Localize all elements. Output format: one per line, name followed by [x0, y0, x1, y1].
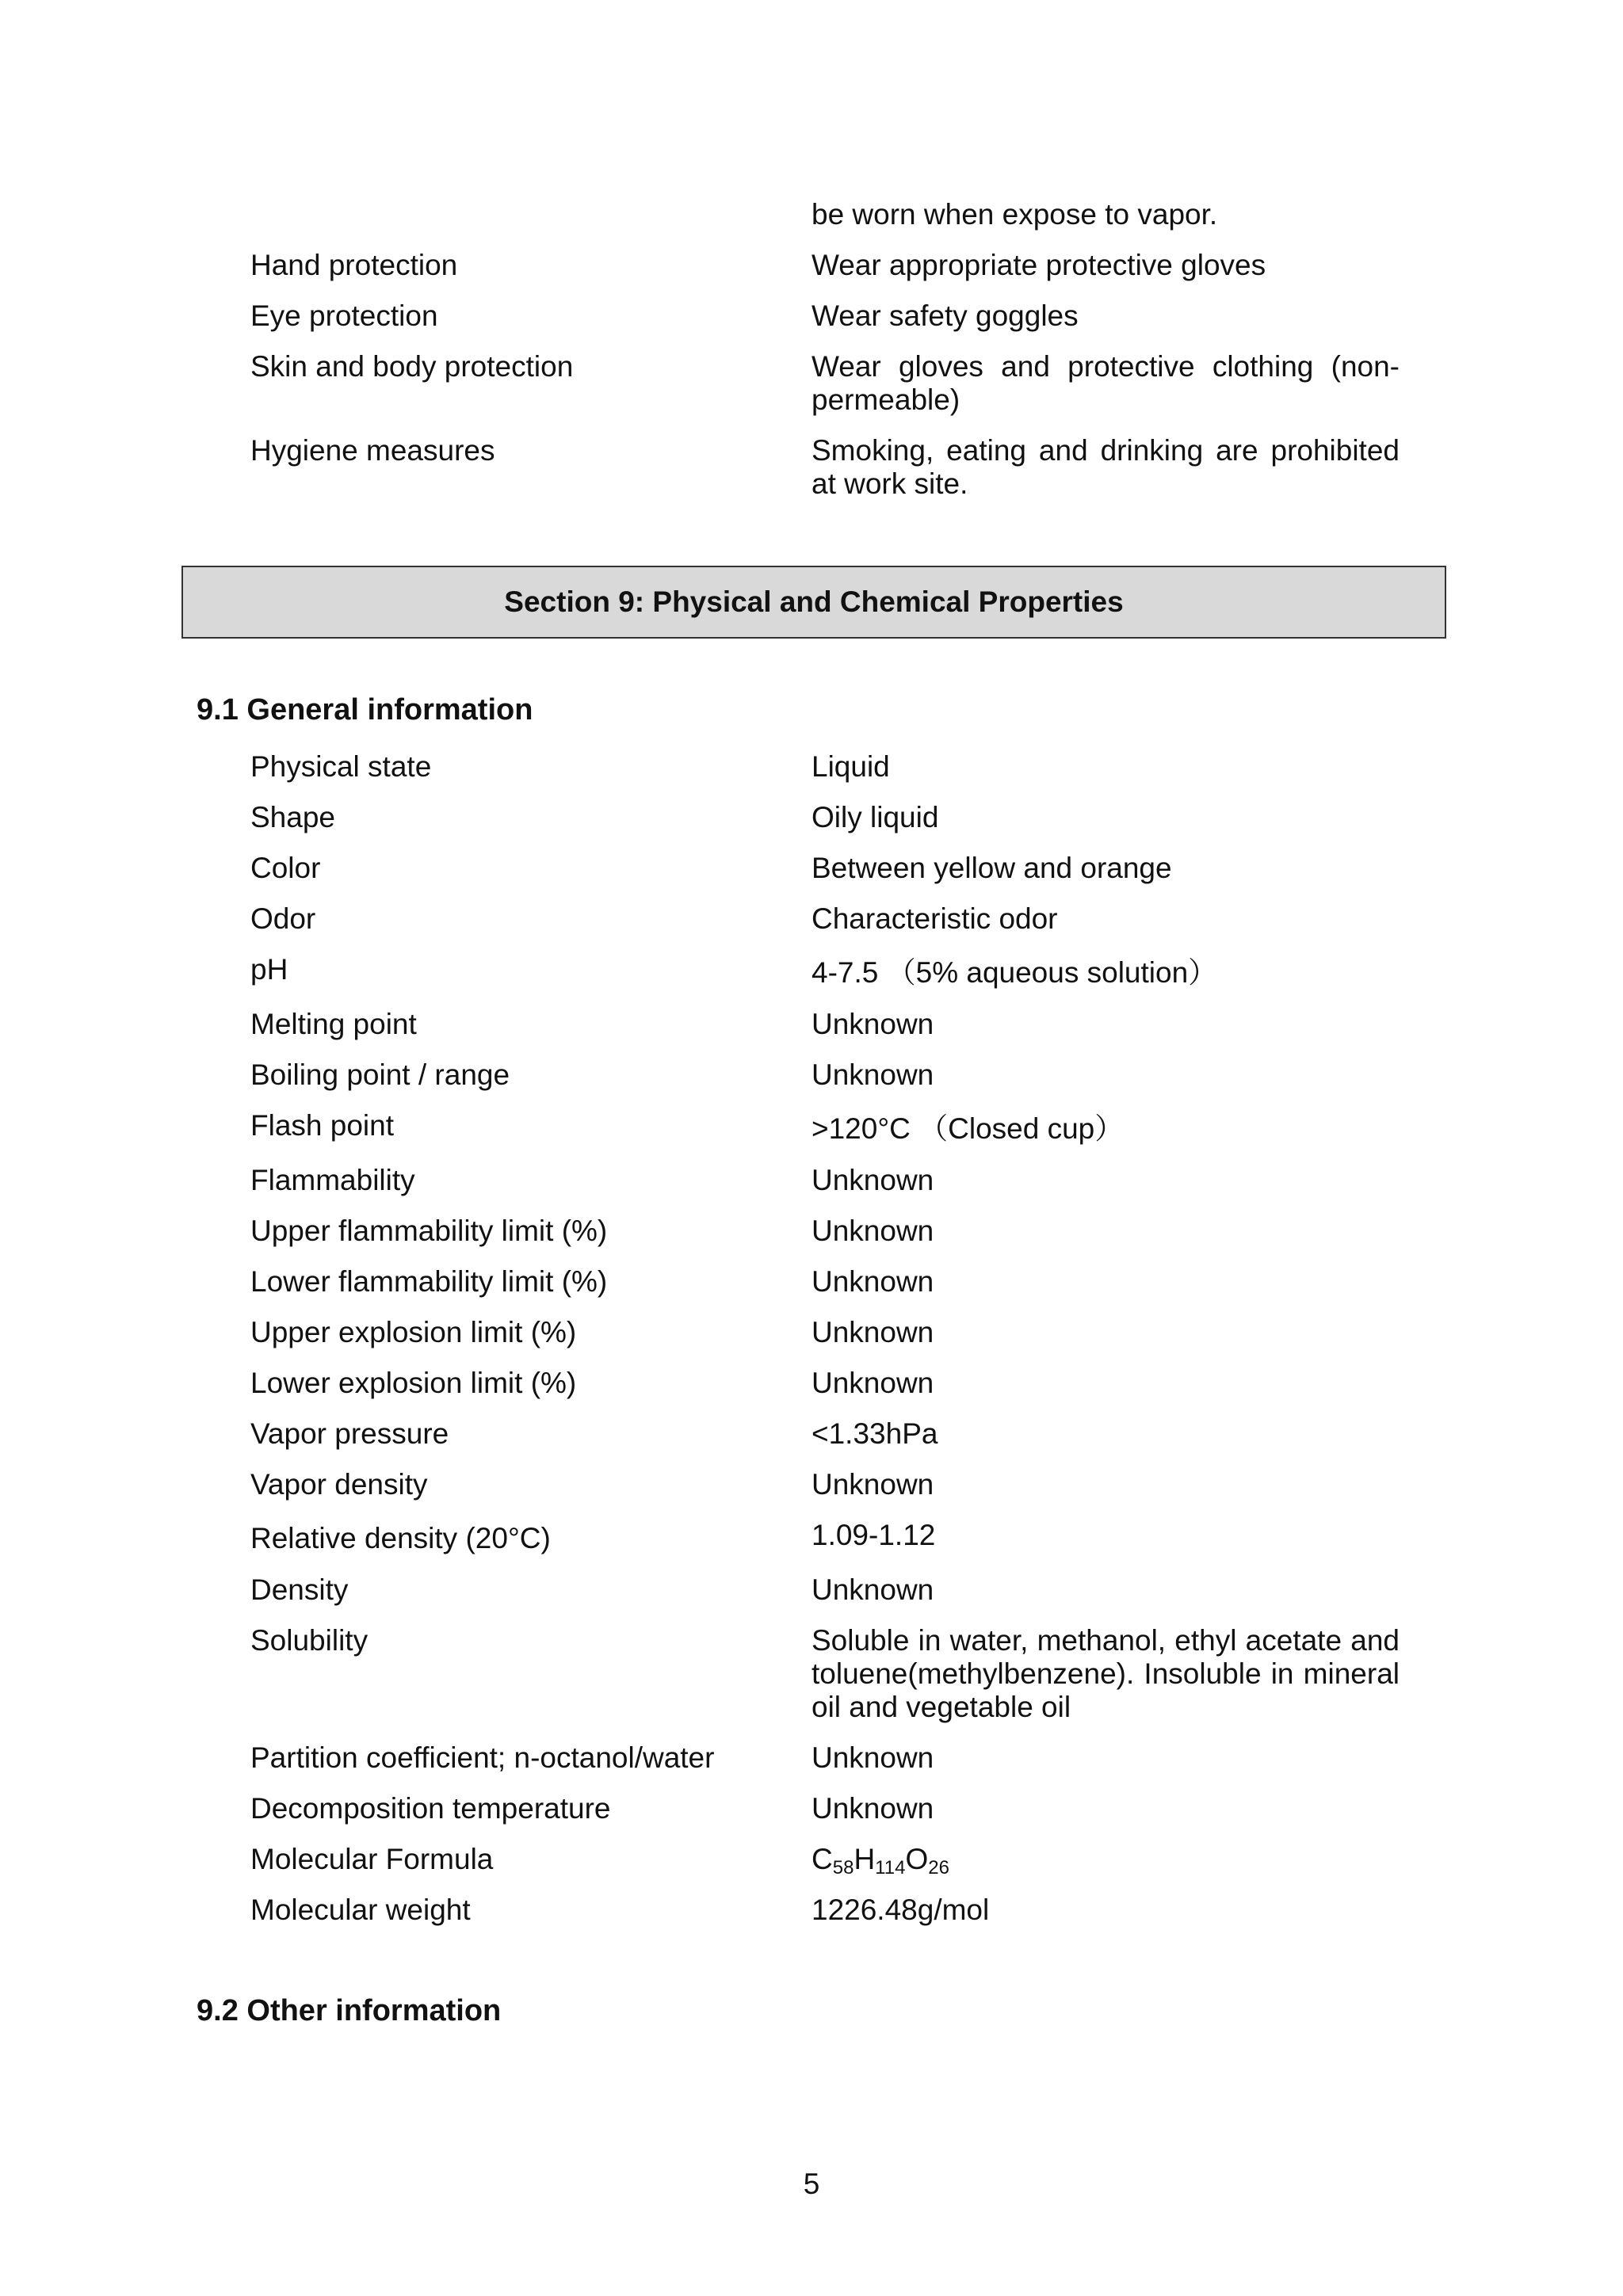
value-decomposition-temperature: Unknown [812, 1792, 934, 1825]
label-boiling-point: Boiling point / range [250, 1058, 510, 1091]
value-ph: 4-7.5 （5% aqueous solution） [812, 956, 1218, 989]
label-color: Color [250, 852, 321, 884]
label-upper-explosion-limit: Upper explosion limit (%) [250, 1316, 577, 1348]
value-molecular-weight: 1226.48g/mol [812, 1894, 990, 1926]
general-information-heading: 9.1 General information [197, 693, 533, 727]
value-relative-density: 1.09-1.12 [812, 1519, 936, 1551]
label-hygiene-measures: Hygiene measures [250, 434, 495, 467]
value-color: Between yellow and orange [812, 852, 1172, 884]
label-molecular-formula: Molecular Formula [250, 1843, 494, 1875]
label-molecular-weight: Molecular weight [250, 1894, 471, 1926]
value-upper-flammability-limit: Unknown [812, 1215, 934, 1247]
section-9-header [181, 566, 1446, 639]
value-lower-explosion-limit: Unknown [812, 1367, 934, 1399]
label-decomposition-temperature: Decomposition temperature [250, 1792, 611, 1825]
value-hand-protection: Wear appropriate protective gloves [812, 249, 1266, 281]
label-relative-density: Relative density (20°C) [250, 1522, 551, 1554]
value-odor: Characteristic odor [812, 902, 1058, 935]
label-vapor-pressure: Vapor pressure [250, 1417, 449, 1450]
label-hand-protection: Hand protection [250, 249, 458, 281]
formula-oxygen: O [905, 1843, 929, 1875]
continuation-text: be worn when expose to vapor. [812, 198, 1218, 231]
formula-carbon: C [812, 1843, 833, 1875]
value-vapor-density: Unknown [812, 1468, 934, 1501]
formula-carbon-count: 58 [832, 1857, 854, 1878]
formula-hydrogen: H [854, 1843, 876, 1875]
page-number: 5 [803, 2168, 820, 2200]
label-skin-body-protection: Skin and body protection [250, 350, 574, 383]
label-eye-protection: Eye protection [250, 299, 438, 332]
label-flammability: Flammability [250, 1164, 415, 1196]
label-physical-state: Physical state [250, 750, 432, 783]
value-shape: Oily liquid [812, 801, 939, 833]
label-lower-explosion-limit: Lower explosion limit (%) [250, 1367, 577, 1399]
value-skin-body-protection: Wear gloves and protective clothing (non-permeable) [812, 350, 1400, 416]
value-hygiene-measures: Smoking, eating and drinking are prohibited at work site. [812, 434, 1400, 500]
label-upper-flammability-limit: Upper flammability limit (%) [250, 1215, 608, 1247]
value-density: Unknown [812, 1573, 934, 1606]
label-ph: pH [250, 953, 288, 986]
other-information-heading: 9.2 Other information [197, 1994, 502, 2027]
value-flammability: Unknown [812, 1164, 934, 1196]
label-melting-point: Melting point [250, 1008, 417, 1040]
value-physical-state: Liquid [812, 750, 890, 783]
value-partition-coefficient: Unknown [812, 1741, 934, 1774]
section-9-title: Section 9: Physical and Chemical Properties [504, 585, 1124, 618]
label-shape: Shape [250, 801, 335, 833]
label-density: Density [250, 1573, 349, 1606]
label-odor: Odor [250, 902, 316, 935]
formula-hydrogen-count: 114 [875, 1857, 906, 1878]
label-vapor-density: Vapor density [250, 1468, 428, 1501]
value-flash-point: >120°C （Closed cup） [812, 1112, 1125, 1145]
value-melting-point: Unknown [812, 1008, 934, 1040]
value-lower-flammability-limit: Unknown [812, 1265, 934, 1298]
value-vapor-pressure: <1.33hPa [812, 1417, 938, 1450]
formula-oxygen-count: 26 [928, 1857, 949, 1878]
label-partition-coefficient: Partition coefficient; n-octanol/water [250, 1741, 715, 1774]
label-flash-point: Flash point [250, 1109, 394, 1142]
label-solubility: Solubility [250, 1624, 369, 1657]
value-upper-explosion-limit: Unknown [812, 1316, 934, 1348]
value-eye-protection: Wear safety goggles [812, 299, 1079, 332]
value-solubility: Soluble in water, methanol, ethyl acetate and toluene(methylbenzene). Insoluble in mineral oil and vegetable oil [812, 1624, 1400, 1723]
value-boiling-point: Unknown [812, 1058, 934, 1091]
value-molecular-formula [812, 1843, 1400, 1876]
label-lower-flammability-limit: Lower flammability limit (%) [250, 1265, 608, 1298]
